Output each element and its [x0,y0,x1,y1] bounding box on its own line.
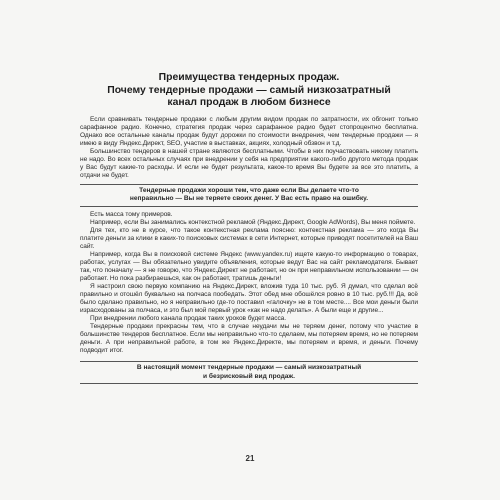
callout-line-2: неправильно — Вы не теряете своих денег. У Вас есть право на ошибку. [129,195,369,203]
paragraph: Тендерные продажи прекрасны тем, что в случае неудачи мы не теряем денег, потому что участие в большинстве тендеров бесплатное. Если мы неправильно что-то сделаем, мы потеряем время, но не потеряем деньги. А при неправильной работе, в том же Яндекс.Директе, мы потеряем и время, и деньги. Почему подводит итог. [80,323,418,355]
paragraph: Большинство тендеров в нашей стране являются бесплатными. Чтобы в них поучаствовать никому платить не надо. Во всех остальных случаях при внедрении у себя на предприятии какого-либо другого метода продаж у Вас будут какие-то расходы. И если не будет результата, какое-то время Вы будете за все это платить, а отдачи не будет. [80,147,418,180]
section-heading [80,72,418,110]
heading-line-3: канал продаж в любом бизнесе [167,97,331,109]
paragraph: Например, если Вы занимались контекстной рекламой (Яндекс.Директ, Google AdWords), Вы меня поймете. [90,218,416,226]
heading-line-1: Преимущества тендерных продаж. [158,72,340,83]
paragraph: Если сравнивать тендерные продажи с любым другим видом продаж по затратности, их обгонит только сарафанное радио. Конечно, стратегия продаж через сарафанное радио будет стопроцентно бесплатна. Однако все остальные каналы продаж будут дорожки по стоимости внедрения, чем тендерные продажи — я имею в виду Яндекс.Директ, SEO, участие в выставках, акциях, холодный обзвон и т.д. [80,115,418,147]
conclusion-line-1: В настоящий момент тендерные продажи — самый низкозатратный [136,364,362,372]
conclusion-box [80,361,418,383]
paragraph: Например, когда Вы в поисковой системе Яндекс (www.yandex.ru) ищете какую-то информацию о товарах, работах, услугах — Вы обязательно увидите объявления, которые ведут Вас на сайт рекламодателя. Бывает так, что поначалу — я не говорю, что Яндекс.Директ не работает, но он при неправильном использовании — он работает. Но пока разбираешься, как он работает, тратишь деньги! [80,250,418,282]
paragraph: При внедрении любого канала продаж таких уроков будет масса. [90,315,287,323]
conclusion-line-2: и безрисковый вид продаж. [203,372,295,380]
page-content [80,72,418,388]
callout-box [80,184,418,206]
paragraph: Для тех, кто не в курсе, что такое контекстная реклама поясню: контекстная реклама — это когда Вы платите деньги за клики в каких-то поисковых системах в сети Интернет, которые приводят посетителей на Ваш сайт. [80,226,418,250]
paragraph: Есть масса тому примеров. [90,210,173,218]
page-number: 21 [245,454,255,463]
heading-line-2: Почему тендерные продажи — самый низкозатратный [107,84,391,96]
paragraph: Я настроил свою первую компанию на Яндекс.Директ, вложив туда 10 тыс. руб. Я думал, что сделал всё правильно и отошёл буквально на полчаса пообедать. Этот обед мне обошёлся ровно в 10 тыс. руб.!!! Да, всё было сделано правильно, но я неправильно где-то поставил «галочку» не в том месте.... Все мои деньги были израсходованы за полчаса, и это был мой первый урок «как не надо делать». А были еще и другие... [80,282,418,315]
callout-line-1: Тендерные продажи хороши тем, что даже если Вы делаете что-то [139,187,359,195]
